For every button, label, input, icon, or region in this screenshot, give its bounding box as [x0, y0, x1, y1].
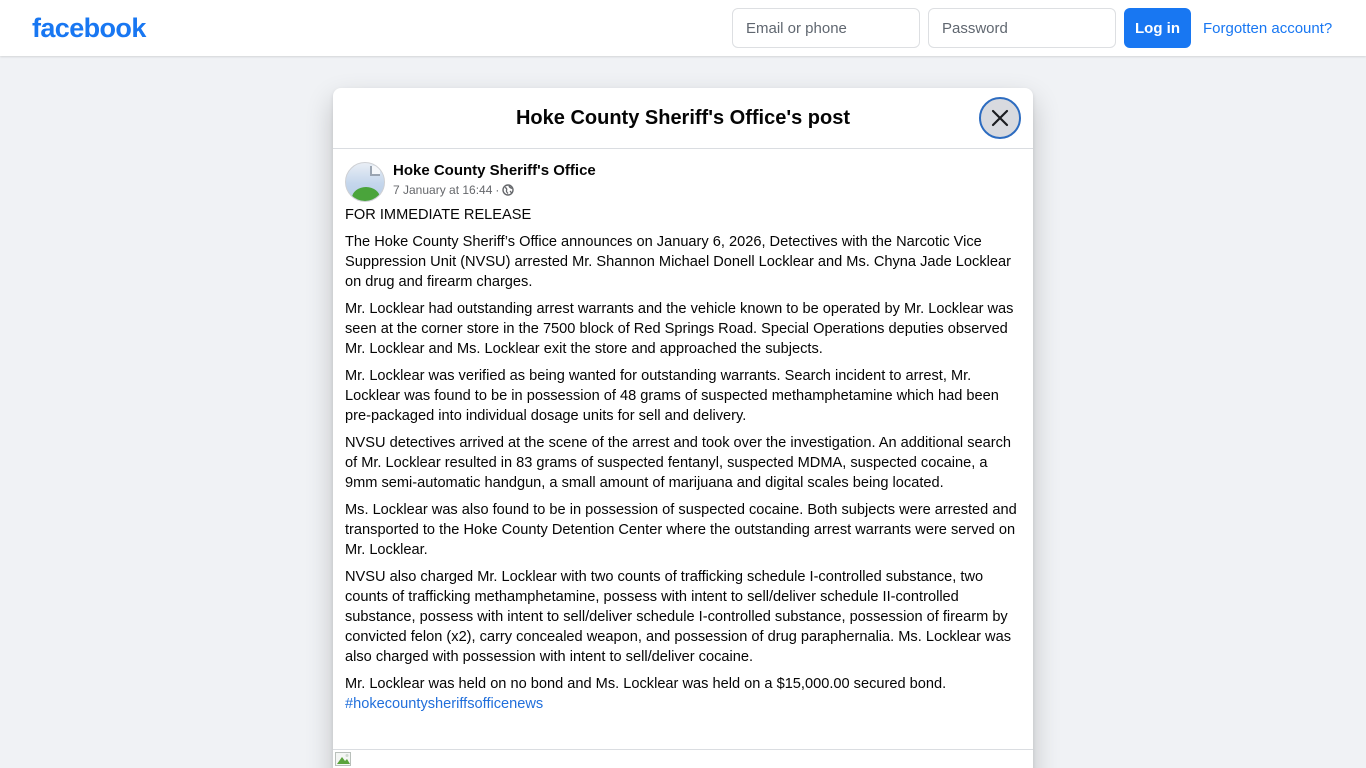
post-meta: [393, 183, 514, 197]
login-button[interactable]: Log in: [1124, 8, 1191, 48]
password-input[interactable]: [928, 8, 1116, 48]
post-paragraph: FOR IMMEDIATE RELEASE: [345, 207, 532, 223]
post-paragraph: Ms. Locklear was also found to be in possession of suspected cocaine. Both subjects were arrested and transported to the Hoke County Detention Center where the outstanding arrest warrants were served on Mr. Locklear.: [345, 502, 1017, 558]
post-paragraph: NVSU also charged Mr. Locklear with two counts of trafficking schedule I-controlled substance, two counts of trafficking methamphetamine, possess with intent to sell/deliver schedule II-controlled substance, possess with intent to sell/deliver schedule I-controlled substance, possession of firearm by convicted felon (x2), carry concealed weapon, and possession of drug paraphernalia. Ms. Locklear was also charged with possession with intent to sell/deliver cocaine.: [345, 569, 1012, 665]
post-dialog: [333, 88, 1033, 768]
post-paragraph: Mr. Locklear had outstanding arrest warrants and the vehicle known to be operated by Mr. Locklear was seen at the corner store in the 7500 block of Red Springs Road. Special Operations deputies observed Mr. Locklear and Ms. Locklear exit the store and approached the subjects.: [345, 301, 1014, 357]
login-form: [732, 8, 1332, 48]
top-navigation-bar: [0, 0, 1366, 56]
post-paragraph: The Hoke County Sheriff’s Office announces on January 6, 2026, Detectives with the Narcotic Vice Suppression Unit (NVSU) arrested Mr. Shannon Michael Donell Locklear and Ms. Chyna Jade Locklear on drug and firearm charges.: [345, 234, 1011, 290]
close-button[interactable]: [979, 97, 1021, 139]
close-icon: [991, 109, 1009, 127]
meta-separator: ·: [495, 183, 500, 197]
page-name-link[interactable]: Hoke County Sheriff's Office: [393, 162, 596, 179]
email-input[interactable]: [732, 8, 920, 48]
post-header: [333, 149, 1033, 205]
globe-icon: [502, 184, 514, 196]
post-paragraph: NVSU detectives arrived at the scene of the arrest and took over the investigation. An additional search of Mr. Locklear resulted in 83 grams of suspected fentanyl, suspected MDMA, suspected cocaine, a 9mm semi-automatic handgun, a small amount of marijuana and digital scales being located.: [345, 435, 1012, 491]
facebook-logo[interactable]: facebook: [32, 13, 146, 43]
post-paragraph: Mr. Locklear was verified as being wanted for outstanding warrants. Search incident to arrest, Mr. Locklear was found to be in possession of 48 grams of suspected methamphetamine which had been pre-packaged into individual dosage units for sell and delivery.: [345, 368, 999, 424]
post-body: [333, 205, 1033, 714]
post-timestamp[interactable]: 7 January at 16:44: [393, 183, 493, 197]
page-avatar[interactable]: [345, 162, 385, 202]
broken-image-icon: [335, 752, 351, 766]
post-paragraph: Mr. Locklear was held on no bond and Ms. Locklear was held on a $15,000.00 secured bond.: [345, 676, 947, 692]
post-media[interactable]: [333, 749, 1033, 768]
dialog-title: Hoke County Sheriff's Office's post: [515, 106, 850, 129]
dialog-header: [333, 88, 1033, 149]
avatar-placeholder-fold: [370, 166, 380, 176]
hashtag-link[interactable]: #hokecountysheriffsofficenews: [345, 696, 544, 712]
forgotten-account-link[interactable]: Forgotten account?: [1203, 19, 1333, 37]
avatar-placeholder-hill: [352, 187, 380, 202]
